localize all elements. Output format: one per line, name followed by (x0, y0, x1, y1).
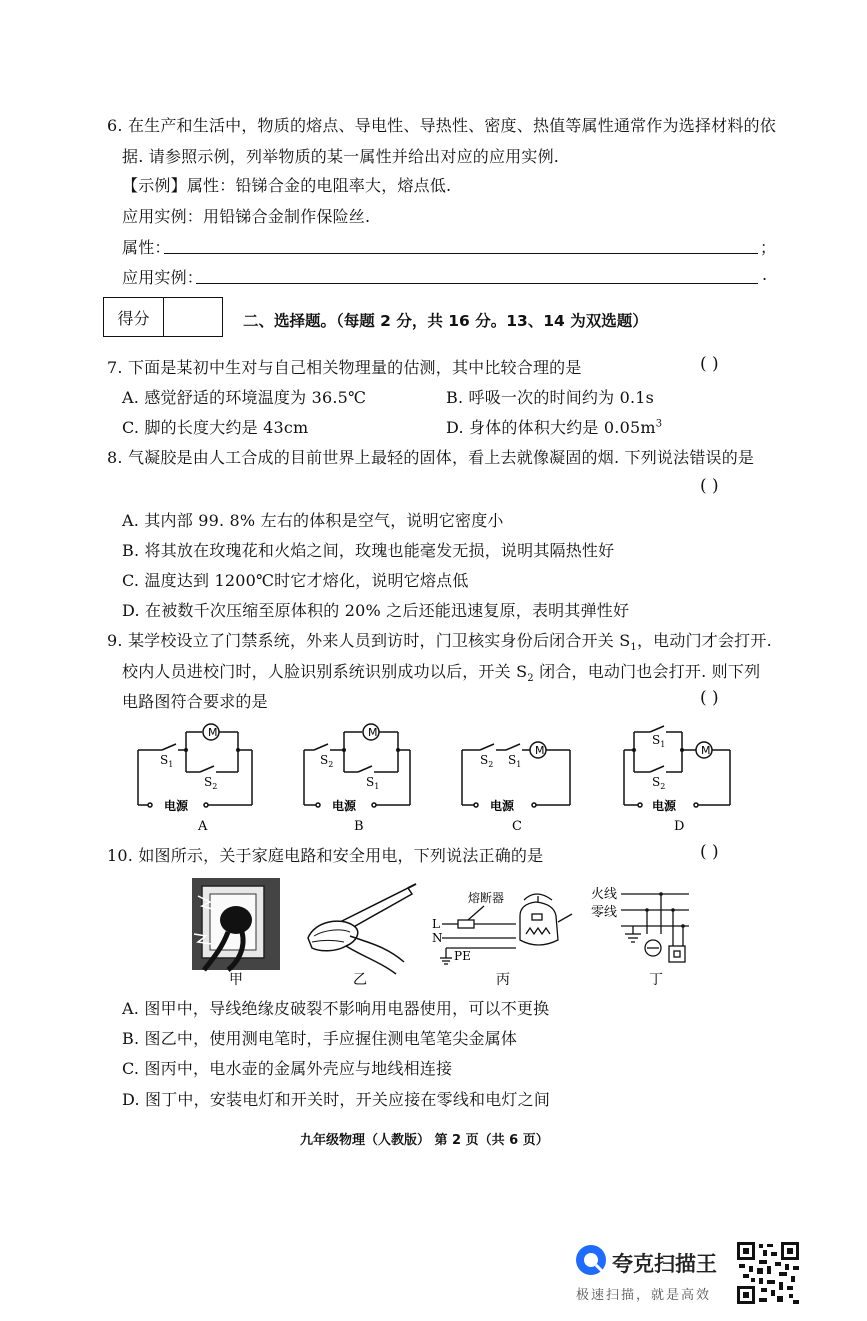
q9-line3: 电路图符合要求的是 (122, 692, 268, 711)
circuit-b-s-bot: $S_1$ (366, 775, 380, 791)
fig-bing-fuse: 熔断器 (468, 891, 505, 905)
circuit-b-power: 电源 (332, 799, 357, 813)
circuit-c-motor: M (535, 744, 545, 757)
brand-subtitle: 极速扫描，就是高效 (576, 1288, 712, 1303)
q8-option-d: D. 在被数千次压缩至原体积的 20% 之后还能迅速复原，表明其弹性好 (122, 601, 630, 620)
score-label: 得分 (104, 298, 164, 336)
circuit-c-label: C (512, 819, 522, 834)
section-title: 二、选择题。（每题 2 分，共 16 分。13、14 为双选题） (243, 312, 648, 330)
fig-ding (585, 876, 695, 991)
q8-answer-paren[interactable]: ( ) (700, 476, 719, 496)
q7-answer-paren[interactable]: ( ) (700, 354, 719, 374)
circuit-c (450, 722, 585, 837)
circuit-b-motor: M (368, 726, 378, 739)
fig-bing-L: L (432, 917, 440, 931)
q6-property-end: ； (760, 238, 777, 257)
q10-option-c: C. 图丙中，电水壶的金属外壳应与地线相连接 (122, 1059, 453, 1078)
scanner-logo-icon (574, 1243, 608, 1277)
fig-ding-live: 火线 (591, 887, 618, 902)
circuit-a-s-top: $S_1$ (160, 753, 174, 769)
q6-app-blank[interactable] (196, 283, 758, 284)
q8-option-a: A. 其内部 99. 8% 左右的体积是空气，说明它密度小 (122, 511, 504, 530)
q10-option-a: A. 图甲中，导线绝缘皮破裂不影响用电器使用，可以不更换 (122, 999, 550, 1018)
circuit-d (610, 722, 750, 837)
fig-yi-label: 乙 (353, 972, 367, 988)
q6-line2: 据. 请参照示例，列举物质的某一属性并给出对应的应用实例. (122, 147, 560, 166)
q7-stem: 7. 下面是某初中生对与自己相关物理量的估测，其中比较合理的是 (107, 358, 582, 377)
circuit-a (128, 722, 268, 837)
brand-name: 夸克扫描王 (612, 1252, 717, 1276)
q9-line1-a: 9. 某学校设立了门禁系统，外来人员到访时，门卫核实身份后闭合开关 S (107, 631, 631, 650)
q9-line2-sub: 2 (527, 673, 534, 685)
circuit-a-power: 电源 (164, 799, 189, 813)
circuit-d-s-bot: $S_2$ (652, 775, 666, 791)
circuit-b (290, 722, 430, 837)
fig-bing-label: 丙 (496, 972, 510, 988)
q9-line2-a: 校内人员进校门时，人脸识别系统识别成功以后，开关 S (122, 662, 528, 681)
q9-line1-sub: 1 (630, 642, 637, 654)
circuit-d-s-top: $S_1$ (652, 733, 666, 749)
fig-bing-PE: PE (454, 949, 471, 963)
fig-jia-label: 甲 (229, 972, 243, 988)
q6-example (122, 173, 451, 196)
q7-option-a: A. 感觉舒适的环境温度为 36.5℃ (122, 388, 367, 407)
q8-option-c: C. 温度达到 1200℃时它才熔化，说明它熔点低 (122, 571, 469, 590)
circuit-d-label: D (674, 819, 685, 834)
fig-ding-label: 丁 (649, 972, 663, 988)
circuit-c-power: 电源 (490, 799, 515, 813)
fig-ding-neutral: 零线 (591, 905, 618, 920)
page-footer: 九年级物理（人教版） 第 2 页（共 6 页） (300, 1133, 549, 1148)
q10-option-d: D. 图丁中，安装电灯和开关时，开关应接在零线和电灯之间 (122, 1090, 551, 1109)
q6-line1: 6. 在生产和生活中，物质的熔点、导电性、导热性、密度、热值等属性通常作为选择材料的依 (107, 116, 776, 135)
q6-property-blank[interactable] (164, 253, 758, 254)
q7-option-d-sup: 3 (655, 418, 663, 430)
fig-jia (188, 876, 283, 991)
score-box (103, 297, 223, 337)
q8-stem: 8. 气凝胶是由人工合成的目前世界上最轻的固体，看上去就像凝固的烟. 下列说法错误的是 (107, 448, 755, 467)
q9-answer-paren[interactable]: ( ) (700, 688, 719, 708)
q9-line2-b: 闭合，电动门也会打开. 则下列 (533, 662, 761, 681)
q7-option-d-text: D. 身体的体积大约是 0.05m (446, 418, 656, 437)
q6-example-text: 属性：铅锑合金的电阻率大，熔点低. (186, 176, 452, 195)
q6-example-app: 应用实例：用铅锑合金制作保险丝. (122, 207, 371, 226)
circuit-c-s-a: $S_2$ (480, 753, 494, 769)
q10-option-b: B. 图乙中，使用测电笔时，手应握住测电笔笔尖金属体 (122, 1029, 518, 1048)
q8-option-b: B. 将其放在玫瑰花和火焰之间，玫瑰也能毫发无损，说明其隔热性好 (122, 541, 615, 560)
q10-stem: 10. 如图所示，关于家庭电路和安全用电，下列说法正确的是 (107, 846, 544, 865)
q6-app-label: 应用实例： (122, 268, 204, 287)
circuit-d-motor: M (701, 744, 711, 757)
circuit-a-label: A (198, 819, 208, 834)
circuit-a-s-bot: $S_2$ (204, 775, 218, 791)
fig-bing-N: N (432, 931, 443, 945)
q6-example-tag: 【示例】 (122, 176, 187, 195)
q7-option-b: B. 呼吸一次的时间约为 0.1s (446, 388, 655, 407)
q9-line2 (122, 659, 760, 684)
circuit-c-s-b: $S_1$ (508, 753, 522, 769)
q7-option-d (446, 415, 662, 438)
q9-line1 (107, 628, 772, 653)
q9-line1-b: ，电动门才会打开. (636, 631, 772, 650)
q6-app-end: . (762, 265, 768, 284)
fig-bing (428, 876, 578, 991)
q7-option-c: C. 脚的长度大约是 43cm (122, 418, 309, 437)
q6-property-label: 属性： (122, 238, 171, 257)
circuit-b-s-top: $S_2$ (320, 753, 334, 769)
fig-yi (300, 876, 420, 991)
q10-answer-paren[interactable]: ( ) (700, 842, 719, 862)
qr-code-icon[interactable] (735, 1240, 801, 1306)
circuit-d-power: 电源 (652, 799, 677, 813)
circuit-a-motor: M (208, 726, 218, 739)
circuit-b-label: B (354, 819, 364, 834)
